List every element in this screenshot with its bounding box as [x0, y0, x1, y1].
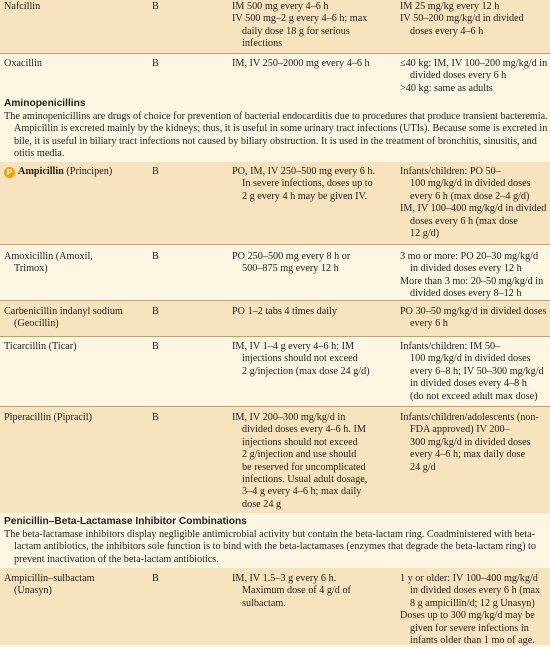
pediatric-dosage: Infants/children: PO 50– 100 mg/kg/d in divided doses every 6 h (max dose 2–4 g/d) IM, IV 100–400 mg/kg/d in divided doses every 6 h (max dose 12 g/d) — [400, 166, 547, 240]
drug-name-cell — [4, 1, 144, 13]
drug-name-cell — [4, 573, 144, 598]
drug-brand: Trimox) — [14, 263, 48, 275]
drug-name: Nafcillin — [4, 1, 41, 12]
table-row — [0, 245, 550, 300]
drug-name: Ticarcillin (Ticar) — [4, 341, 77, 352]
drug-name-cell — [4, 341, 144, 353]
pregnancy-category: B — [152, 1, 159, 12]
drug-name: Piperacillin (Pipracil) — [4, 412, 92, 423]
table-row — [0, 301, 550, 336]
adult-dosage: IM, IV 1–4 g every 4–6 h; IM injections should not exceed 2 g/injection (max dose 24 g/d) — [232, 341, 370, 377]
table-row — [0, 0, 550, 53]
drug-name: Carbenicillin indanyl sodium — [4, 306, 123, 317]
section-title-inhibitor-combinations: Penicillin–Beta-Lactamase Inhibitor Combinations — [4, 516, 247, 527]
pediatric-dosage: ≤40 kg: IM, IV 100–200 mg/kg/d in divided doses every 6 h >40 kg: same as adults — [400, 58, 548, 94]
pediatric-dosage: PO 30–50 mg/kg/d in divided doses every 6 h — [400, 306, 547, 330]
pregnancy-category: B — [152, 573, 159, 584]
drug-name-cell — [4, 58, 144, 70]
pediatric-dosage: 3 mo or more: PO 20–30 mg/kg/d in divided doses every 12 h More than 3 mo: 20–50 mg/kg/d in divided doses every 8–12 h — [400, 251, 544, 300]
adult-dosage: IM 500 mg every 4–6 h IV 500 mg–2 g every 4–6 h; max daily dose 18 g for serious infections — [232, 1, 368, 50]
pediatric-dosage: Infants/children: IM 50– 100 mg/kg/d in divided doses every 6–8 h; IV 50–300 mg/kg/d in divided doses every 4–8 h (do not exceed adult max dose) — [400, 341, 544, 402]
drug-name-cell — [4, 166, 144, 178]
drug-brand: (Principen) — [63, 166, 113, 177]
adult-dosage: PO 1–2 tabs 4 times daily — [232, 306, 337, 317]
pregnancy-category: B — [152, 412, 159, 423]
adult-dosage: PO, IM, IV 250–500 mg every 6 h. In severe infections, doses up to 2 g every 4 h may be given IV. — [232, 166, 375, 202]
drug-brand: (Unasyn) — [14, 585, 52, 597]
prototype-drug-icon: P — [4, 167, 15, 178]
inhibitors-description: The beta-lactamase inhibitors display negligible antimicrobial activity but contain the beta-lactam ring. Coadministered with beta- lactam antibiotics, the inhibitors sole function is to bind with the beta-lactamases (enzymes that degrade the beta-lactam ring) to prevent inactivation of the beta-lactam antibiotics. — [4, 529, 536, 565]
drug-name: Ampicillin — [18, 166, 64, 177]
adult-dosage: PO 250–500 mg every 8 h or 500–875 mg every 12 h — [232, 251, 351, 275]
drug-name-cell — [4, 412, 144, 424]
adult-dosage: IM, IV 1.5–3 g every 6 h. Maximum dose of 4 g/d of sulbactam. — [232, 573, 351, 609]
pregnancy-category: B — [152, 251, 159, 262]
aminopenicillins-description: The aminopenicillins are drugs of choice for prevention of bacterial endocarditis due to procedures that produce transient bacteremia. Ampicillin is excreted mainly by the kidneys; thus, it is useful in some urinary tract infections (UTIs). Because some is excreted in bile, it is useful in biliary tract infections not caused by biliary obstruction. It is used in the treatment of bronchitis, sinusitis, and otitis media. — [4, 111, 548, 160]
adult-dosage: IM, IV 250–2000 mg every 4–6 h — [232, 58, 370, 69]
section-title-aminopenicillins: Aminopenicillins — [4, 98, 86, 109]
drug-name-cell — [4, 251, 144, 276]
pregnancy-category: B — [152, 341, 159, 352]
pediatric-dosage: 1 y or older: IV 100–400 mg/kg/d in divided doses every 6 h (max 8 g ampicillin/d; 12 g Unasyn) Doses up to 300 mg/kg/d may be given for severe infections in infants older than 1 mo of age. — [400, 573, 541, 647]
pediatric-dosage: Infants/children/adolescents (non- FDA approved) IV 200– 300 mg/kg/d in divided doses every 4–6 h; max daily dose 24 g/d — [400, 412, 539, 473]
adult-dosage: IM, IV 200–300 mg/kg/d in divided doses every 4–6 h. IM injections should not exceed 2 g/injection and use should be reserved for uncomplicated infections. Usual adult dosage, 3–4 g every 4–6 h; max daily dose 24 g — [232, 412, 368, 510]
table-row — [0, 54, 550, 96]
pregnancy-category: B — [152, 166, 159, 177]
drug-name: Oxacillin — [4, 58, 42, 69]
pediatric-dosage: IM 25 mg/kg every 12 h IV 50–200 mg/kg/d in divided doses every 4–6 h — [400, 1, 524, 37]
pregnancy-category: B — [152, 306, 159, 317]
table-row — [0, 568, 550, 645]
table-row — [0, 162, 550, 244]
pregnancy-category: B — [152, 58, 159, 69]
table-row — [0, 337, 550, 406]
drug-brand: (Geocillin) — [14, 318, 59, 330]
table-row — [0, 407, 550, 513]
drug-name: Ampicillin–sulbactam — [4, 573, 95, 584]
drug-name-cell — [4, 306, 144, 331]
drug-name: Amoxicillin (Amoxil, — [4, 251, 93, 262]
